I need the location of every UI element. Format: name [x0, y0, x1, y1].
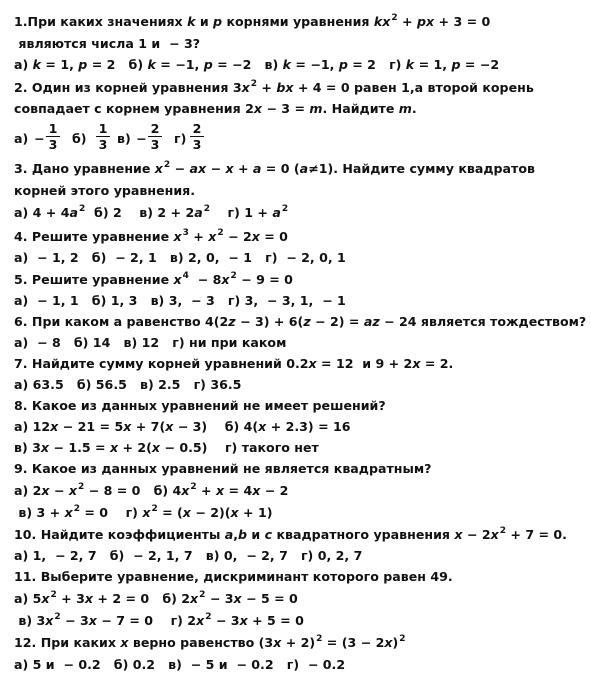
q2-answer-a-numerator: 1	[46, 121, 60, 137]
q2-answer-c-denominator: 3	[150, 137, 160, 152]
q2-answer-c-label: в)	[117, 131, 131, 146]
q4-text: 4. Решите уравнение $x^3 + x^2 - 2x = 0$	[14, 228, 288, 244]
q2-answer-d-fraction	[190, 121, 204, 152]
q2-answer-b-denominator: 3	[98, 137, 108, 152]
q2-answer-a-label: а)	[14, 131, 29, 146]
q12-text: 12. При каких x верно равенство $(3x + 2)^2 = (3 - 2x)^2$	[14, 634, 406, 650]
q3-answers: а) $4 + 4a^2$ б) 2 в) $2 + 2a^2$ г) $1 + a^2$	[14, 204, 289, 220]
q3-text-line2: корней этого уравнения.	[14, 183, 196, 198]
q9-answers-line1: а) $2x - x^2 - 8 = 0$ б) $4x^2 + x = 4x - 2$	[14, 482, 289, 498]
q8-answers-line1: а) 12x − 21 = 5x + 7(x − 3) б) 4(x + 2.3) = 16	[14, 419, 351, 434]
q4-answers: а) − 1, 2 б) − 2, 1 в) 2, 0, − 1 г) − 2, 0, 1	[14, 250, 346, 265]
q2-answer-a-fraction	[46, 121, 60, 152]
q3-text-line1: 3. Дано уравнение $x^2$ − ax − x + a = 0 (a≠1). Найдите сумму квадратов	[14, 160, 535, 176]
q2-answer-c-fraction	[148, 121, 162, 152]
q2-answer-b-numerator: 1	[96, 121, 110, 137]
q2-answer-a-denominator: 3	[48, 137, 58, 152]
q2-answer-c-sign: −	[136, 131, 147, 146]
q10-answers: а) 1, − 2, 7 б) − 2, 1, 7 в) 0, − 2, 7 г) 0, 2, 7	[14, 548, 363, 563]
q2-answer-b-label: б)	[72, 131, 87, 146]
q2-text-line1: 2. Один из корней уравнения $3x^2$ + bx + 4 = 0 равен 1,а второй корень	[14, 79, 534, 95]
q2-answer-a-sign: −	[34, 131, 45, 146]
q2-answer-d-denominator: 3	[192, 137, 202, 152]
q6-answers: а) − 8 б) 14 в) 12 г) ни при каком	[14, 335, 287, 350]
q12-answers: а) 5 и − 0.2 б) 0.2 в) − 5 и − 0.2 г) − 0.2	[14, 657, 346, 672]
q11-answers-line2: в) $3x^2 - 3x - 7 = 0$ г) $2x^2 - 3x + 5 = 0$	[14, 612, 304, 628]
q5-answers: а) − 1, 1 б) 1, 3 в) 3, − 3 г) 3, − 3, 1, − 1	[14, 293, 346, 308]
q10-text: 10. Найдите коэффициенты a,b и c квадратного уравнения $x - 2x^2 + 7 = 0$.	[14, 526, 567, 542]
q1-text-line1: 1.При каких значениях k и p корнями уравнения $kx^2$ + px + 3 = 0	[14, 13, 491, 29]
q9-answers-line2: в) $3 + x^2 = 0$ г) $x^2 = (x - 2)(x + 1)$	[14, 504, 273, 520]
q2-text-line2: совпадает с корнем уравнения 2x − 3 = m. Найдите m.	[14, 101, 417, 116]
q11-answers-line1: а) $5x^2 + 3x + 2 = 0$ б) $2x^2 - 3x - 5 = 0$	[14, 590, 298, 606]
q1-answers: а) k = 1, p = 2 б) k = −1, p = −2 в) k = −1, p = 2 г) k = 1, p = −2	[14, 57, 500, 72]
q6-text: 6. При каком а равенство 4(2z − 3) + 6(z − 2) = az − 24 является тождеством?	[14, 314, 587, 329]
q2-answer-d-label: г)	[174, 131, 187, 146]
q7-answers: а) 63.5 б) 56.5 в) 2.5 г) 36.5	[14, 377, 242, 392]
q1-text-line2: являются числа 1 и − 3?	[14, 36, 201, 51]
q2-answer-c-numerator: 2	[148, 121, 162, 137]
q2-answer-d-numerator: 2	[190, 121, 204, 137]
q8-answers-line2: в) 3x − 1.5 = x + 2(x − 0.5) г) такого нет	[14, 440, 319, 455]
q2-answer-b-fraction	[96, 121, 110, 152]
q5-text: 5. Решите уравнение $x^4 - 8x^2 - 9 = 0$	[14, 271, 293, 287]
q11-text: 11. Выберите уравнение, дискриминант которого равен 49.	[14, 569, 453, 584]
q9-text: 9. Какое из данных уравнений не является квадратным?	[14, 461, 432, 476]
q8-text: 8. Какое из данных уравнений не имеет решений?	[14, 398, 386, 413]
q7-text: 7. Найдите сумму корней уравнений 0.2x = 12 и 9 + 2x = 2.	[14, 356, 454, 371]
